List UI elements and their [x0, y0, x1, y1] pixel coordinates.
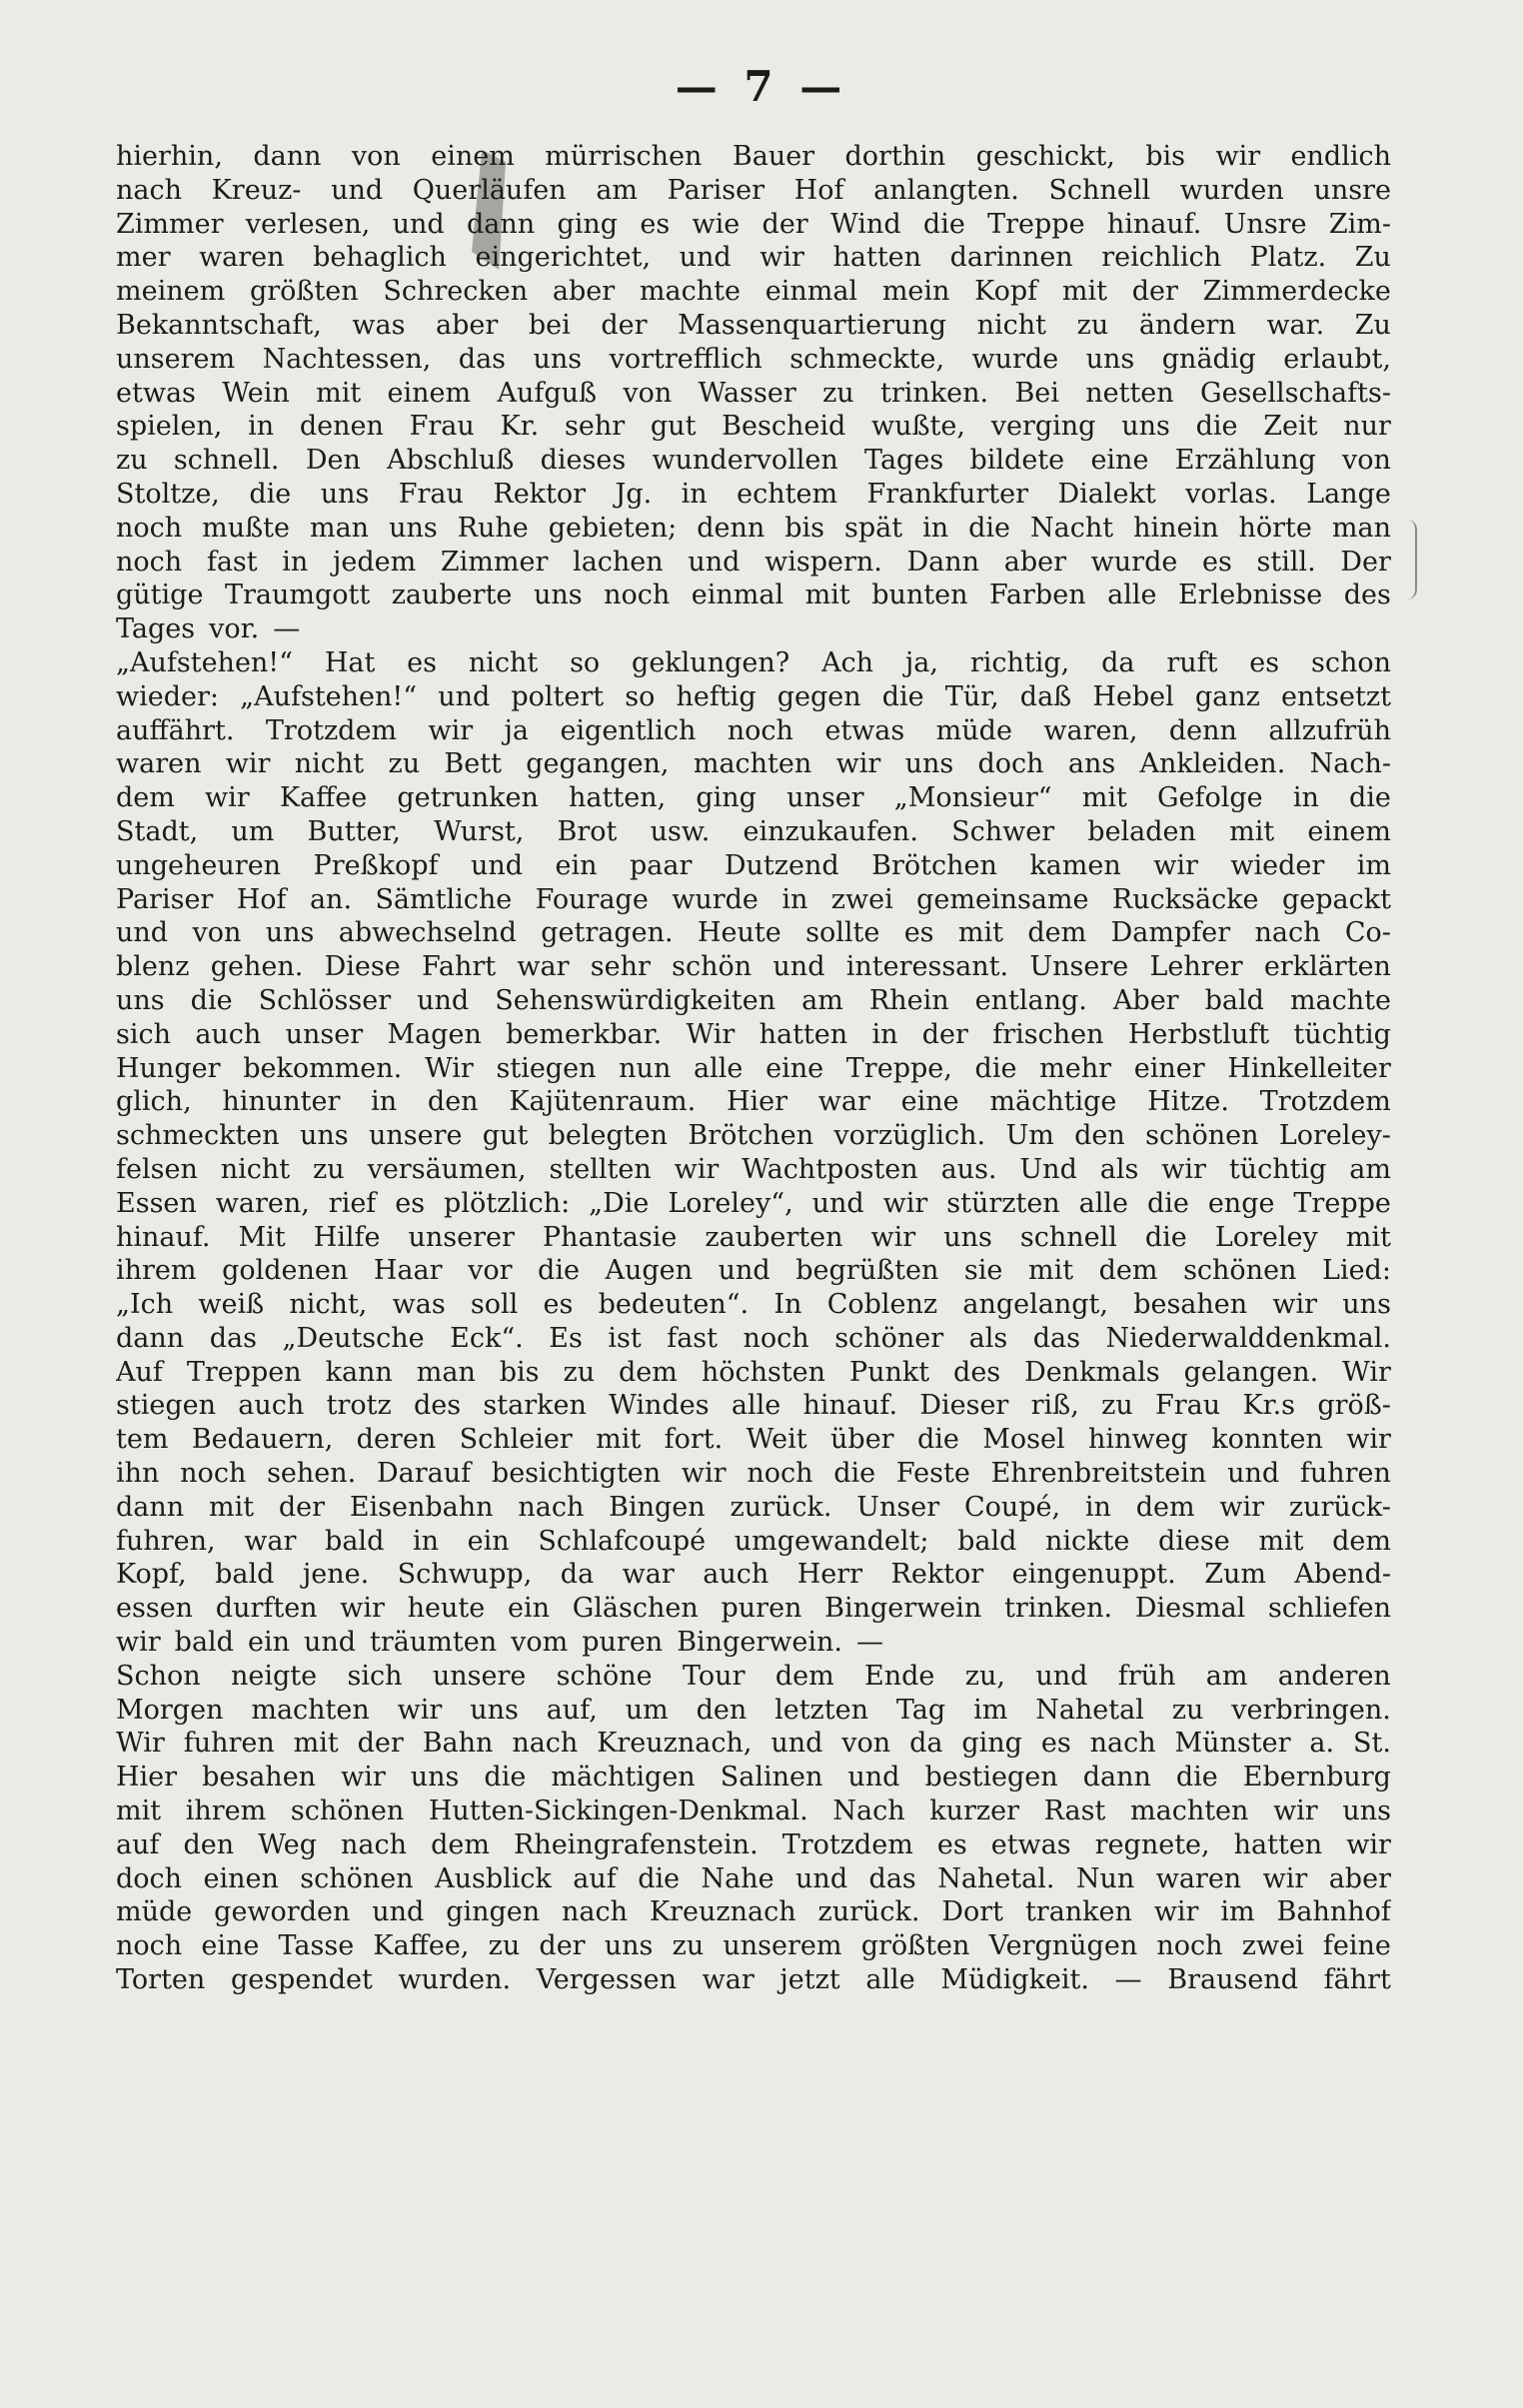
- text-line: Bekanntschaft, was aber bei der Massenquartierung nicht zu ändern war. Zu: [116, 309, 1391, 341]
- text-line: noch fast in jedem Zimmer lachen und wispern. Dann aber wurde es still. Der: [116, 546, 1391, 578]
- text-line: ihrem goldenen Haar vor die Augen und begrüßten sie mit dem schönen Lied:: [116, 1255, 1391, 1287]
- text-line: tem Bedauern, deren Schleier mit fort. Weit über die Mosel hinweg konnten wir: [116, 1424, 1391, 1456]
- text-line: Stadt, um Butter, Wurst, Brot usw. einzukaufen. Schwer beladen mit einem: [116, 815, 1391, 847]
- text-line: Zimmer verlesen, und dann ging es wie der Wind die Treppe hinauf. Unsre Zim-: [116, 208, 1391, 240]
- text-line: stiegen auch trotz des starken Windes alle hinauf. Dieser riß, zu Frau Kr.s größ-: [116, 1390, 1391, 1422]
- text-line: Tages vor. —: [116, 613, 301, 645]
- text-line: ihn noch sehen. Darauf besichtigten wir noch die Feste Ehrenbreitstein und fuhren: [116, 1458, 1391, 1490]
- text-line: Hier besahen wir uns die mächtigen Salinen und bestiegen dann die Ebernburg: [116, 1762, 1391, 1794]
- text-line: gütige Traumgott zauberte uns noch einmal mit bunten Farben alle Erlebnisse des: [116, 580, 1391, 611]
- text-line: essen durften wir heute ein Gläschen puren Bingerwein trinken. Diesmal schliefen: [116, 1593, 1391, 1625]
- text-line: uns die Schlösser und Sehenswürdigkeiten am Rhein entlang. Aber bald machte: [116, 984, 1391, 1016]
- text-line: glich, hinunter in den Kajütenraum. Hier war eine mächtige Hitze. Trotzdem: [116, 1086, 1391, 1118]
- text-line: spielen, in denen Frau Kr. sehr gut Bescheid wußte, verging uns die Zeit nur: [116, 411, 1391, 443]
- text-line: Wir fuhren mit der Bahn nach Kreuznach, und von da ging es nach Münster a. St.: [116, 1728, 1391, 1760]
- text-line: müde geworden und gingen nach Kreuznach zurück. Dort tranken wir im Bahnhof: [116, 1896, 1391, 1928]
- text-line: fuhren, war bald in ein Schlafcoupé umgewandelt; bald nickte diese mit dem: [116, 1525, 1391, 1557]
- text-line: noch eine Tasse Kaffee, zu der uns zu unserem größten Vergnügen noch zwei feine: [116, 1930, 1391, 1962]
- text-line: Essen waren, rief es plötzlich: „Die Loreley“, und wir stürzten alle die enge Treppe: [116, 1187, 1391, 1219]
- text-line: hinauf. Mit Hilfe unserer Phantasie zauberten wir uns schnell die Loreley mit: [116, 1221, 1391, 1253]
- text-line: waren wir nicht zu Bett gegangen, machten wir uns doch ans Ankleiden. Nach-: [116, 748, 1391, 780]
- text-line: Kopf, bald jene. Schwupp, da war auch Herr Rektor eingenuppt. Zum Abend-: [116, 1559, 1391, 1591]
- text-line: etwas Wein mit einem Aufguß von Wasser zu trinken. Bei netten Gesellschafts-: [116, 377, 1391, 409]
- text-line: mer waren behaglich eingerichtet, und wir hatten darinnen reichlich Platz. Zu: [116, 242, 1391, 274]
- text-line: dem wir Kaffee getrunken hatten, ging unser „Monsieur“ mit Gefolge in die: [116, 782, 1391, 814]
- text-line: dann mit der Eisenbahn nach Bingen zurück. Unser Coupé, in dem wir zurück-: [116, 1491, 1391, 1523]
- text-line: Torten gespendet wurden. Vergessen war jetzt alle Müdigkeit. — Brausend fährt: [116, 1964, 1391, 1996]
- text-line: „Ich weiß nicht, was soll es bedeuten“. In Coblenz angelangt, besahen wir uns: [116, 1289, 1391, 1321]
- text-line: Stoltze, die uns Frau Rektor Jg. in echtem Frankfurter Dialekt vorlas. Lange: [116, 478, 1391, 510]
- body-text: [116, 140, 1391, 1997]
- text-line: sich auch unser Magen bemerkbar. Wir hatten in der frischen Herbstluft tüchtig: [116, 1018, 1391, 1050]
- text-line: Pariser Hof an. Sämtliche Fourage wurde in zwei gemeinsame Rucksäcke gepackt: [116, 883, 1391, 915]
- text-line: unserem Nachtessen, das uns vortrefflich schmeckte, wurde uns gnädig erlaubt,: [116, 343, 1391, 375]
- text-line: schmeckten uns unsere gut belegten Brötchen vorzüglich. Um den schönen Loreley-: [116, 1120, 1391, 1152]
- text-line: blenz gehen. Diese Fahrt war sehr schön und interessant. Unsere Lehrer erklärten: [116, 951, 1391, 983]
- text-line: wieder: „Aufstehen!“ und poltert so heftig gegen die Tür, daß Hebel ganz entsetzt: [116, 680, 1391, 712]
- text-line: Schon neigte sich unsere schöne Tour dem Ende zu, und früh am anderen: [116, 1660, 1391, 1692]
- text-line: wir bald ein und träumten vom puren Bingerwein. —: [116, 1627, 883, 1659]
- text-line: Hunger bekommen. Wir stiegen nun alle eine Treppe, die mehr einer Hinkelleiter: [116, 1052, 1391, 1084]
- text-line: Morgen machten wir uns auf, um den letzten Tag im Nahetal zu verbringen.: [116, 1694, 1391, 1726]
- text-line: noch mußte man uns Ruhe gebieten; denn bis spät in die Nacht hinein hörte man: [116, 512, 1391, 544]
- text-line: „Aufstehen!“ Hat es nicht so geklungen? Ach ja, richtig, da ruft es schon: [116, 646, 1391, 678]
- text-line: hierhin, dann von einem mürrischen Bauer dorthin geschickt, bis wir endlich: [116, 141, 1391, 172]
- text-line: auf den Weg nach dem Rheingrafenstein. Trotzdem es etwas regnete, hatten wir: [116, 1828, 1391, 1860]
- text-line: dann das „Deutsche Eck“. Es ist fast noch schöner als das Niederwalddenkmal.: [116, 1322, 1391, 1354]
- text-line: zu schnell. Den Abschluß dieses wundervollen Tages bildete eine Erzählung von: [116, 445, 1391, 477]
- text-line: auffährt. Trotzdem wir ja eigentlich noch etwas müde waren, denn allzufrüh: [116, 714, 1391, 746]
- margin-pencil-mark: [1407, 520, 1417, 600]
- text-line: ungeheuren Preßkopf und ein paar Dutzend Brötchen kamen wir wieder im: [116, 849, 1391, 881]
- text-line: Auf Treppen kann man bis zu dem höchsten Punkt des Denkmals gelangen. Wir: [116, 1356, 1391, 1388]
- text-line: nach Kreuz- und Querläufen am Pariser Hof anlangten. Schnell wurden unsre: [116, 174, 1391, 206]
- page-number: — 7 —: [675, 62, 848, 111]
- text-line: felsen nicht zu versäumen, stellten wir Wachtposten aus. Und als wir tüchtig am: [116, 1153, 1391, 1185]
- text-line: und von uns abwechselnd getragen. Heute sollte es mit dem Dampfer nach Co-: [116, 917, 1391, 949]
- text-line: meinem größten Schrecken aber machte einmal mein Kopf mit der Zimmerdecke: [116, 276, 1391, 308]
- text-line: mit ihrem schönen Hutten-Sickingen-Denkmal. Nach kurzer Rast machten wir uns: [116, 1796, 1391, 1827]
- text-line: doch einen schönen Ausblick auf die Nahe und das Nahetal. Nun waren wir aber: [116, 1862, 1391, 1894]
